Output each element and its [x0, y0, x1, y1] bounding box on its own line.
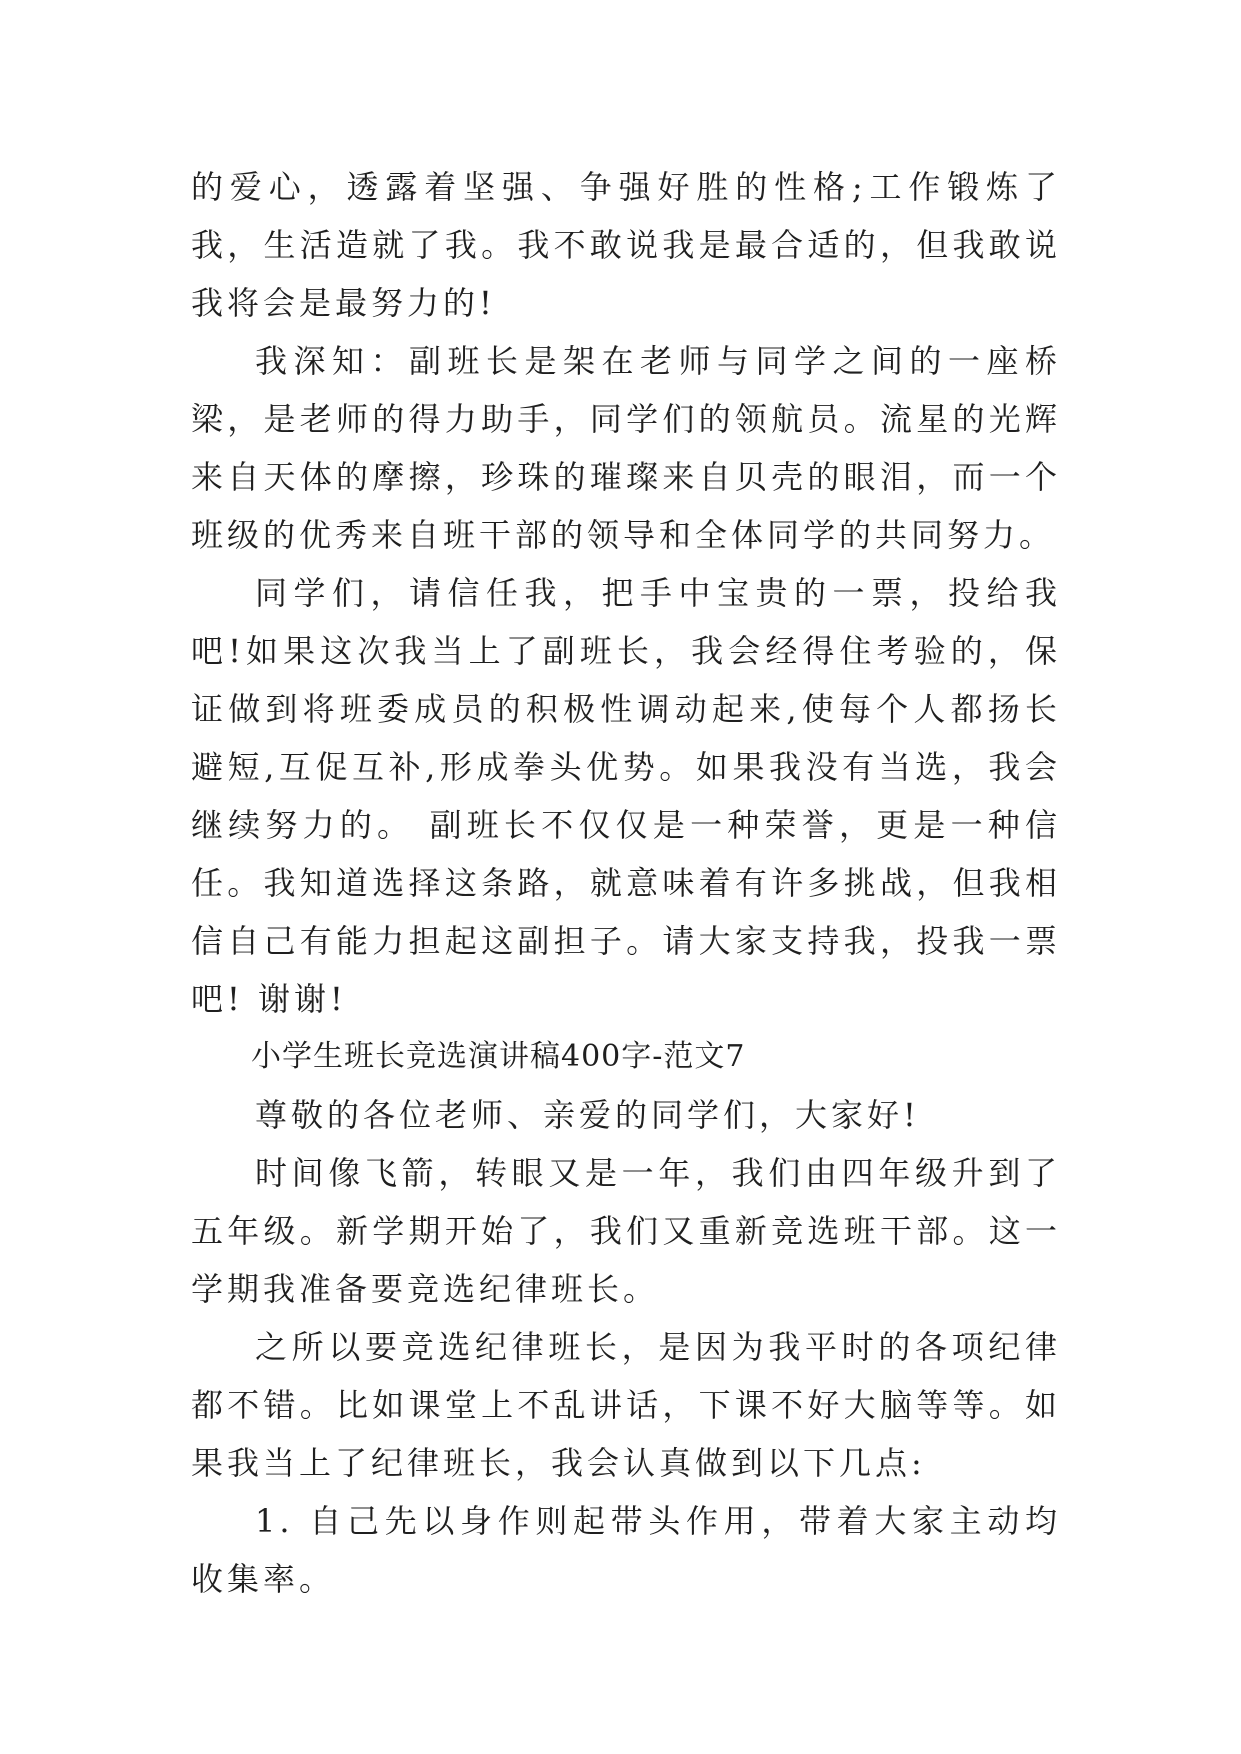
document-body: [191, 158, 1061, 1608]
paragraph-2: 我深知：副班长是架在老师与同学之间的一座桥梁，是老师的得力助手，同学们的领航员。流星的光辉来自天体的摩擦，珍珠的璀璨来自贝壳的眼泪，而一个班级的优秀来自班干部的领导和全体同学的共同努力。: [191, 342, 1061, 554]
paragraph-1: 的爱心，透露着坚强、争强好胜的性格;工作锻炼了我，生活造就了我。我不敢说我是最合适的，但我敢说我将会是最努力的!: [191, 168, 1061, 322]
paragraph-3: 同学们，请信任我，把手中宝贵的一票，投给我吧!如果这次我当上了副班长，我会经得住考验的，保证做到将班委成员的积极性调动起来,使每个人都扬长避短,互促互补,形成拳头优势。如果我没有当选，我会继续努力的。 副班长不仅仅是一种荣誉，更是一种信任。我知道选择这条路，就意味着有许多挑战，但我相信自己有能力担起这副担子。请大家支持我，投我一票吧! 谢谢!: [191, 574, 1061, 1018]
paragraph-6: 之所以要竞选纪律班长，是因为我平时的各项纪律都不错。比如课堂上不乱讲话，下课不好大脑等等。如果我当上了纪律班长，我会认真做到以下几点:: [191, 1328, 1061, 1482]
paragraph-5: 时间像飞箭，转眼又是一年，我们由四年级升到了五年级。新学期开始了，我们又重新竞选班干部。这一学期我准备要竞选纪律班长。: [191, 1154, 1061, 1308]
list-item-1: 1. 自己先以身作则起带头作用，带着大家主动均收集率。: [191, 1502, 1061, 1598]
greeting-paragraph: 尊敬的各位老师、亲爱的同学们，大家好!: [255, 1096, 920, 1134]
section-heading: 小学生班长竞选演讲稿400字-范文7: [251, 1039, 746, 1074]
